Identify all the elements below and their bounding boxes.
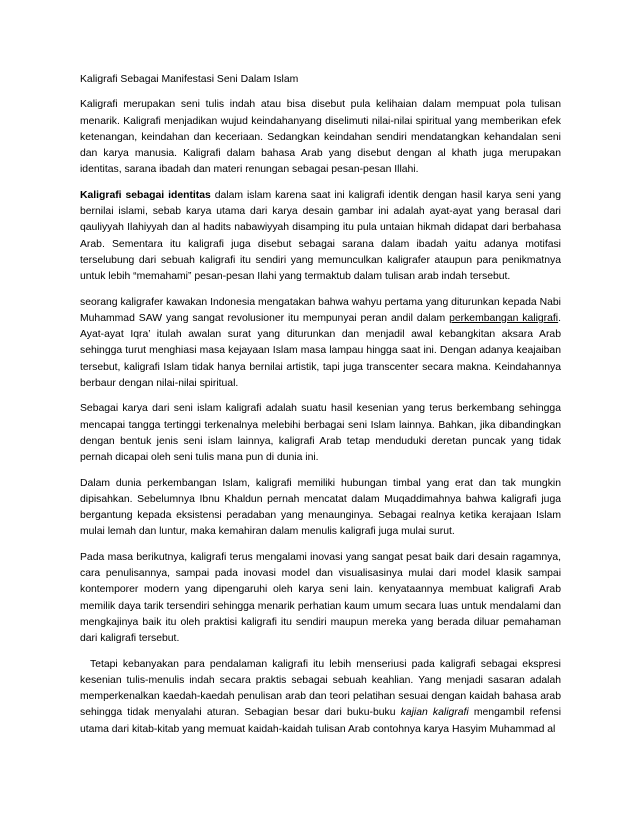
paragraph-islamic-art: Sebagai karya dari seni islam kaligrafi adalah suatu hasil kesenian yang terus berkembang sehingga mencapai tangga tertinggi terkenalnya melebihi berbagai seni Islam lainnya. Bahkan, jika dibandingkan dengan bentuk jenis seni islam lainnya, kaligrafi Arab tetap menduduki deretan puncak yang tidak pernah dicapai oleh seni tulis mana pun di dunia ini. [80,403,561,464]
paragraph-study [80,657,561,738]
paragraph-identity-text: dalam islam karena saat ini kaligrafi identik dengan hasil karya seni yang bernilai islami, sebab karya utama dari karya desain gambar ini adalah ayat-ayat yang berasal dari qauliyyah Ilahiyyah dan al hadits nabawiyyah disamping itu pula untaian hikmah didapat dari berbahasa Arab. Sementara itu kaligrafi juga disebut sebagai sarana dalam ibadah yaitu adanya motifasi terselubung dari sebuah kaligrafi itu sendiri yang memunculkan kaligrafer ataupun para penikmatnya untuk lebih “memahami” pesan-pesan Ilahi yang termaktub dalam tulisan arab indah tersebut. [80,189,561,283]
paragraph-intro: Kaligrafi merupakan seni tulis indah atau bisa disebut pula kelihaian dalam mempuat pola tulisan menarik. Kaligrafi menjadikan wujud keindahanyang diselimuti nilai-nilai spiritual yang memberikan efek ketenangan, keindahan dan keceriaan. Sedangkan keindahan sendiri mendatangkan kehandalan seni dan karya manusia. Kaligrafi dalam bahasa Arab yang disebut dengan al khath juga merupakan identitas, sarana ibadah dan materi renungan sebagai pesan-pesan Illahi. [80,99,561,176]
paragraph-study-before: Tetapi kebanyakan para pendalaman kaligrafi itu lebih menseriusi pada kaligrafi sebagai ekspresi kesenian tulis-menulis indah secara praktis sebagai sebuah keahlian. Yang menjadi sasaran adalah memperkenalkan kaedah-kaedah penulisan arab dan teori pelatihan sesuai dengan kaidah bahasa arab sehingga tidak menyalahi aturan. Sebagian besar dari buku-buku [80,658,561,719]
bold-phrase-identity: Kaligrafi sebagai identitas [80,189,211,201]
paragraph-revelation-after: . Ayat-ayat Iqra’ itulah awalan surat yang diturunkan dan menjadil awal kebangkitan aksara Arab sehingga turut menghiasi masa kejayaan Islam masa lampau hingga saat ini. Dengan adanya keajaiban tersebut, kaligrafi Islam tidak hanya bernilai artistik, tapi juga transcenter secara makna. Keindahannya berbaur dengan nilai-nilai spiritual. [80,312,562,390]
paragraph-revelation-before: seorang kaligrafer kawakan Indonesia mengatakan bahwa wahyu pertama yang diturunkan kepada Nabi Muhammad SAW yang sangat revolusioner itu mempunyai peran andil dalam [80,296,561,324]
paragraph-development: Dalam dunia perkembangan Islam, kaligrafi memiliki hubungan timbal yang erat dan tak mungkin dipisahkan. Sebelumnya Ibnu Khaldun pernah mencatat dalam Muqaddimahnya bahwa kaligrafi juga bergantung kepada eksistensi peradaban yang menaunginya. Sebagai realnya ketika kerajaan Islam mulai lemah dan luntur, maka kemahiran dalam menulis kaligrafi juga mulai surut. [80,477,561,538]
paragraph-innovation: Pada masa berikutnya, kaligrafi terus mengalami inovasi yang sangat pesat baik dari desain ragamnya, cara penulisannya, sampai pada inovasi model dan visualisasinya mulai dari model klasik sampai kontemporer modern yang dipengaruhi oleh karya seni lain. kenyataannya membuat kaligrafi Arab memilik daya tarik tersendiri sehingga menarik perhatian kaum umum secara luas untuk mendalami dan mengkajinya baik itu oleh praktisi kaligrafi itu sendiri maupun mereka yang berada diluar pemahaman dari kaligrafi tersebut. [80,551,561,645]
link-perkembangan-kaligrafi[interactable]: perkembangan kaligrafi [449,312,559,324]
paragraph-identity [80,188,561,286]
paragraph-revelation [80,295,561,393]
document-page [80,72,561,747]
italic-phrase-kajian: kajian kaligrafi [400,707,469,719]
paragraph-study-after: mengambil refensi utama dari kitab-kitab yang memuat kaidah-kaidah tulisan Arab contohnya karya Hasyim Muhammad al [80,707,562,735]
document-title: Kaligrafi Sebagai Manifestasi Seni Dalam Islam [80,74,299,85]
